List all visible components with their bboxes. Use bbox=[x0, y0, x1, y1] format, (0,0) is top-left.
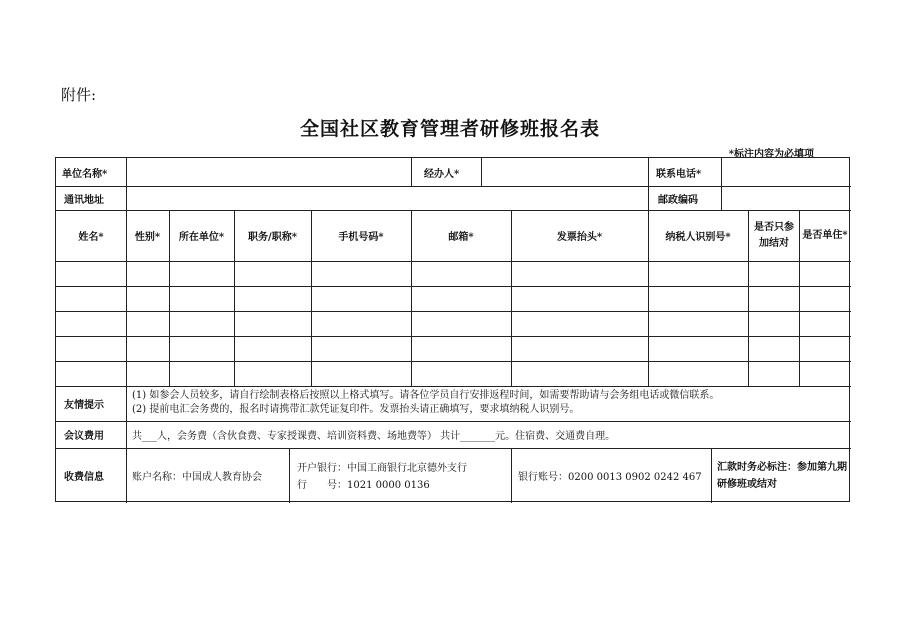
address-field[interactable] bbox=[127, 187, 648, 210]
payment-label: 收费信息 bbox=[64, 472, 104, 483]
tips-line-1: (1) 如参会人员较多，请自行绘制表格后按照以上格式填写。请各位学员自行安排返程时间，如需要帮助请与会务组电话或微信联系。 bbox=[132, 390, 720, 401]
account-number: 银行账号：0200 0013 0902 0242 467 bbox=[518, 472, 702, 483]
table-row[interactable] bbox=[56, 287, 851, 311]
table-row[interactable] bbox=[56, 262, 851, 286]
handler-label: 经办人* bbox=[424, 168, 460, 180]
col-header-invoice: 发票抬头* bbox=[556, 232, 603, 243]
required-note: *标注内容为必填项 bbox=[728, 149, 814, 160]
fee-text: 共___人，会务费（含伙食费、专家授课费、培训资料费、场地费等） 共计_______元。住宿费、交通费自理。 bbox=[132, 431, 616, 442]
col-header-tax-id: 纳税人识别号* bbox=[665, 232, 731, 243]
phone-field[interactable] bbox=[722, 159, 850, 186]
handler-field[interactable] bbox=[482, 159, 648, 186]
unit-name-field[interactable] bbox=[127, 159, 411, 186]
row-divider bbox=[56, 386, 851, 387]
postcode-field[interactable] bbox=[722, 187, 850, 210]
col-divider bbox=[126, 386, 127, 503]
account-name: 账户名称：中国成人教育协会 bbox=[132, 472, 262, 483]
col-divider bbox=[711, 448, 712, 503]
bank-code: 行 号：1021 0000 0136 bbox=[297, 480, 430, 491]
col-divider bbox=[648, 158, 649, 210]
bank-name: 开户银行：中国工商银行北京德外支行 bbox=[297, 463, 467, 474]
unit-name-label: 单位名称* bbox=[62, 168, 108, 180]
col-divider bbox=[289, 448, 290, 503]
col-divider bbox=[411, 158, 412, 186]
tips-line-2: (2) 提前电汇会务费的，报名时请携带汇款凭证复印件。发票抬头请正确填写，要求填纳税人识别号。 bbox=[132, 404, 580, 415]
tips-label: 友情提示 bbox=[64, 400, 104, 411]
col-header-single-room: 是否单住* bbox=[802, 229, 848, 241]
table-row[interactable] bbox=[56, 362, 851, 386]
tips-text bbox=[132, 389, 848, 417]
col-header-gender: 性别* bbox=[134, 232, 161, 243]
col-header-pairing-only: 是否只参加结对 bbox=[754, 221, 794, 249]
phone-label: 联系电话* bbox=[656, 168, 702, 180]
form-title: 全国社区教育管理者研修班报名表 bbox=[299, 118, 600, 140]
remit-note: 汇款时务必标注：参加第九期研修班或结对 bbox=[717, 461, 847, 490]
table-row[interactable] bbox=[56, 312, 851, 336]
fee-label: 会议费用 bbox=[64, 431, 104, 442]
registration-form bbox=[55, 157, 850, 502]
attachment-label: 附件: bbox=[61, 86, 97, 104]
table-row[interactable] bbox=[56, 337, 851, 361]
col-header-mobile: 手机号码* bbox=[338, 232, 384, 243]
col-header-email: 邮箱* bbox=[448, 232, 474, 243]
col-divider bbox=[511, 448, 512, 503]
bank-info bbox=[297, 460, 467, 494]
col-header-title: 职务/职称* bbox=[248, 232, 297, 243]
col-header-name: 姓名* bbox=[78, 232, 104, 243]
postcode-label: 邮政编码 bbox=[658, 194, 698, 206]
address-label: 通讯地址 bbox=[64, 194, 104, 206]
col-header-unit: 所在单位* bbox=[178, 232, 225, 243]
